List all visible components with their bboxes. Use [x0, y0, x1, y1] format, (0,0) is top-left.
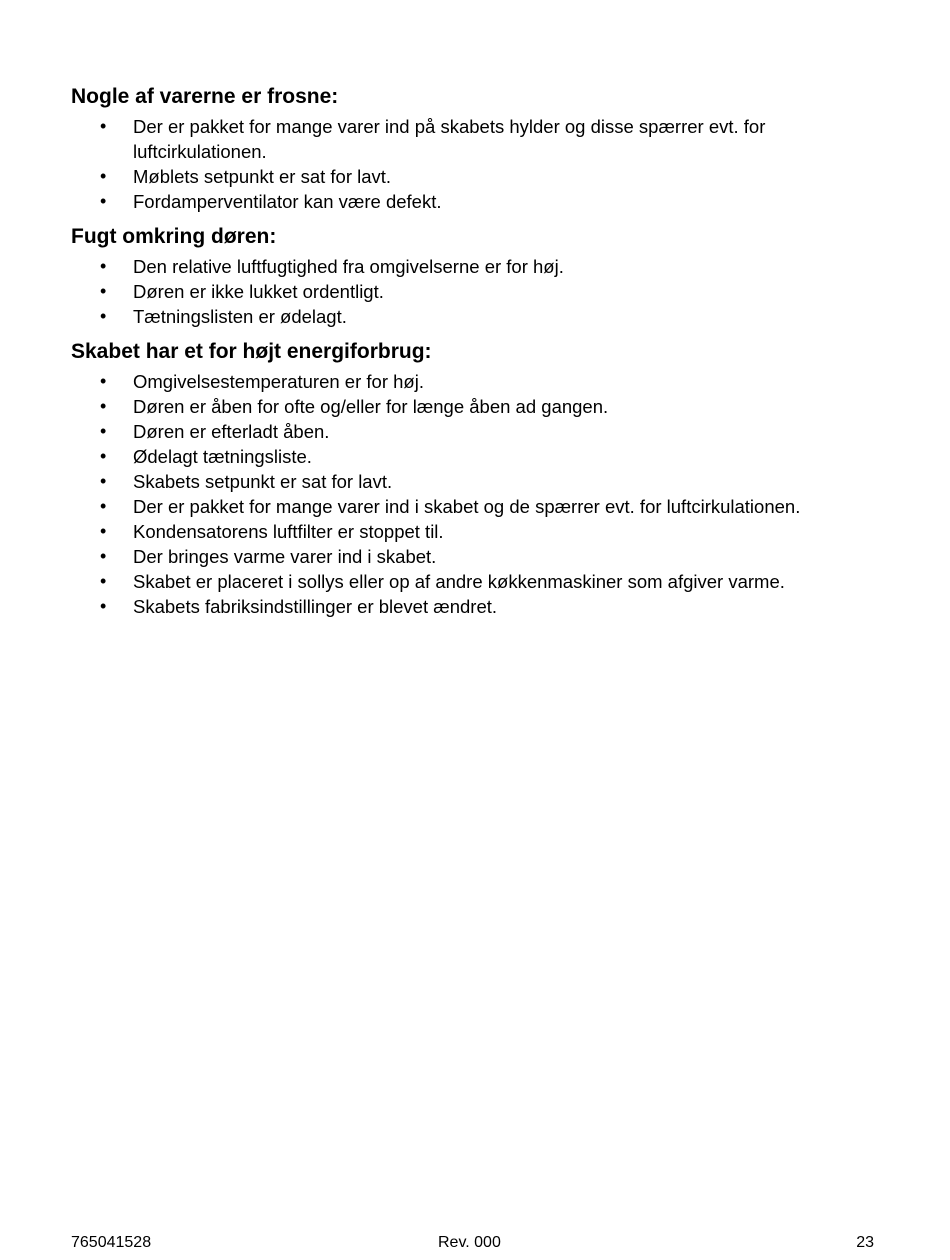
list-item-text: Skabet er placeret i sollys eller op af andre køkkenmaskiner som afgiver varme.: [133, 571, 785, 592]
bullet-list: [71, 369, 891, 619]
list-item: [71, 569, 891, 594]
bullet-icon: •: [100, 446, 107, 466]
bullet-icon: •: [100, 521, 107, 541]
list-item: [71, 419, 891, 444]
section-heading: Nogle af varerne er frosne:: [71, 85, 339, 108]
list-item-text: Der er pakket for mange varer ind på skabets hylder og disse spærrer evt. for luftcirkulationen.: [133, 116, 766, 162]
bullet-icon: •: [100, 191, 107, 211]
bullet-list: [71, 254, 891, 329]
list-item: [71, 279, 891, 304]
list-item: [71, 304, 891, 329]
list-item-text: Kondensatorens luftfilter er stoppet til.: [133, 521, 444, 542]
revision-label: Rev. 000: [438, 1234, 501, 1251]
list-item-text: Omgivelsestemperaturen er for høj.: [133, 371, 424, 392]
list-item: [71, 189, 891, 214]
bullet-icon: •: [100, 396, 107, 416]
list-item: [71, 164, 891, 189]
list-item: [71, 594, 891, 619]
section-heading: Fugt omkring døren:: [71, 225, 277, 248]
page-footer: [71, 1232, 874, 1254]
list-item-text: Ødelagt tætningsliste.: [133, 446, 312, 467]
list-item-text: Fordamperventilator kan være defekt.: [133, 191, 442, 212]
list-item: [71, 114, 891, 164]
bullet-icon: •: [100, 306, 107, 326]
bullet-icon: •: [100, 421, 107, 441]
list-item: [71, 469, 891, 494]
page-number: 23: [856, 1234, 874, 1251]
bullet-icon: •: [100, 256, 107, 276]
list-item: [71, 369, 891, 394]
bullet-icon: •: [100, 116, 107, 136]
bullet-icon: •: [100, 471, 107, 491]
list-item: [71, 254, 891, 279]
list-item-text: Møblets setpunkt er sat for lavt.: [133, 166, 392, 187]
list-item-text: Skabets setpunkt er sat for lavt.: [133, 471, 393, 492]
list-item: [71, 494, 891, 519]
list-item: [71, 394, 891, 419]
bullet-icon: •: [100, 571, 107, 591]
list-item-text: Den relative luftfugtighed fra omgivelserne er for høj.: [133, 256, 564, 277]
bullet-icon: •: [100, 496, 107, 516]
list-item-text: Skabets fabriksindstillinger er blevet ændret.: [133, 596, 498, 617]
bullet-icon: •: [100, 546, 107, 566]
section-heading: Skabet har et for højt energiforbrug:: [71, 340, 432, 363]
list-item-text: Døren er åben for ofte og/eller for længe åben ad gangen.: [133, 396, 609, 417]
list-item: [71, 519, 891, 544]
list-item-text: Der bringes varme varer ind i skabet.: [133, 546, 437, 567]
list-item-text: Tætningslisten er ødelagt.: [133, 306, 347, 327]
section-frozen-items: [71, 84, 891, 214]
list-item-text: Døren er efterladt åben.: [133, 421, 330, 442]
document-number: 765041528: [71, 1234, 152, 1251]
list-item-text: Der er pakket for mange varer ind i skabet og de spærrer evt. for luftcirkulationen.: [133, 496, 801, 517]
document-body: [71, 84, 891, 619]
section-moisture-door: [71, 224, 891, 329]
bullet-list: [71, 114, 891, 214]
bullet-icon: •: [100, 166, 107, 186]
section-energy-consumption: [71, 339, 891, 619]
list-item: [71, 544, 891, 569]
list-item: [71, 444, 891, 469]
bullet-icon: •: [100, 371, 107, 391]
list-item-text: Døren er ikke lukket ordentligt.: [133, 281, 384, 302]
bullet-icon: •: [100, 281, 107, 301]
bullet-icon: •: [100, 596, 107, 616]
